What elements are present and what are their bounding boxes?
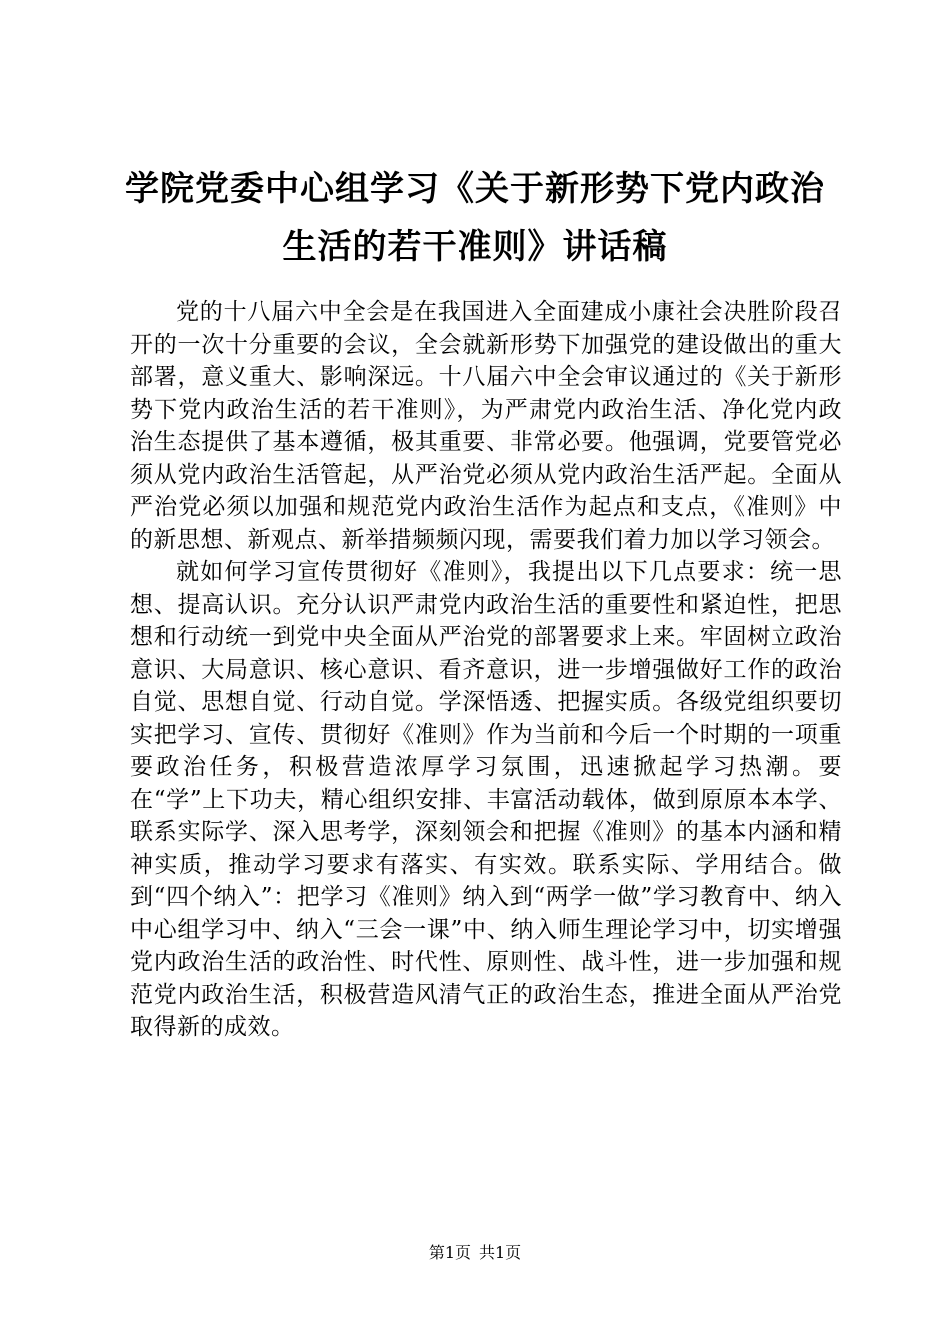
title-line-1: 学院党委中心组学习《关于新形势下党内政治 — [125, 169, 825, 209]
title-line-2: 生活的若干准则》讲话稿 — [282, 227, 668, 267]
paragraph-2: 就如何学习宣传贯彻好《准则》，我提出以下几点要求：统一思想、提高认识。充分认识严肃党内政治生活的重要性和紧迫性，把思想和行动统一到党中央全面从严治党的部署要求上来。牢固树立政治意识、大局意识、核心意识、看齐意识，进一步增强做好工作的政治自觉、思想自觉、行动自觉。学深悟透、把握实质。各级党组织要切实把学习、宣传、贯彻好《准则》作为当前和今后一个时期的一项重要政治任务，积极营造浓厚学习氛围，迅速掀起学习热潮。要在“学”上下功夫，精心组织安排、丰富活动载体，做到原原本本学、联系实际学、深入思考学，深刻领会和把握《准则》的基本内涵和精神实质，推动学习要求有落实、有实效。联系实际、学用结合。做到“四个纳入”：把学习《准则》纳入到“两学一做”学习教育中、纳入中心组学习中、纳入“三会一课”中、纳入师生理论学习中，切实增强党内政治生活的政治性、时代性、原则性、战斗性，进一步加强和规范党内政治生活，积极营造风清气正的政治生态，推进全面从严治党取得新的成效。 — [130, 559, 842, 1040]
paragraph-1: 党的十八届六中全会是在我国进入全面建成小康社会决胜阶段召开的一次十分重要的会议，全会就新形势下加强党的建设做出的重大部署，意义重大、影响深远。十八届六中全会审议通过的《关于新形势下党内政治生活的若干准则》，为严肃党内政治生活、净化党内政治生态提供了基本遵循，极其重要、非常必要。他强调，党要管党必须从党内政治生活管起，从严治党必须从党内政治生活严起。全面从严治党必须以加强和规范党内政治生活作为起点和支点，《准则》中的新思想、新观点、新举措频频闪现，需要我们着力加以学习领会。 — [130, 299, 842, 553]
page-footer — [0, 1241, 950, 1265]
document-body — [130, 296, 842, 1044]
page-total: 共1页 — [479, 1243, 522, 1262]
page-number: 第1页 — [428, 1243, 471, 1262]
document-title — [100, 160, 850, 276]
